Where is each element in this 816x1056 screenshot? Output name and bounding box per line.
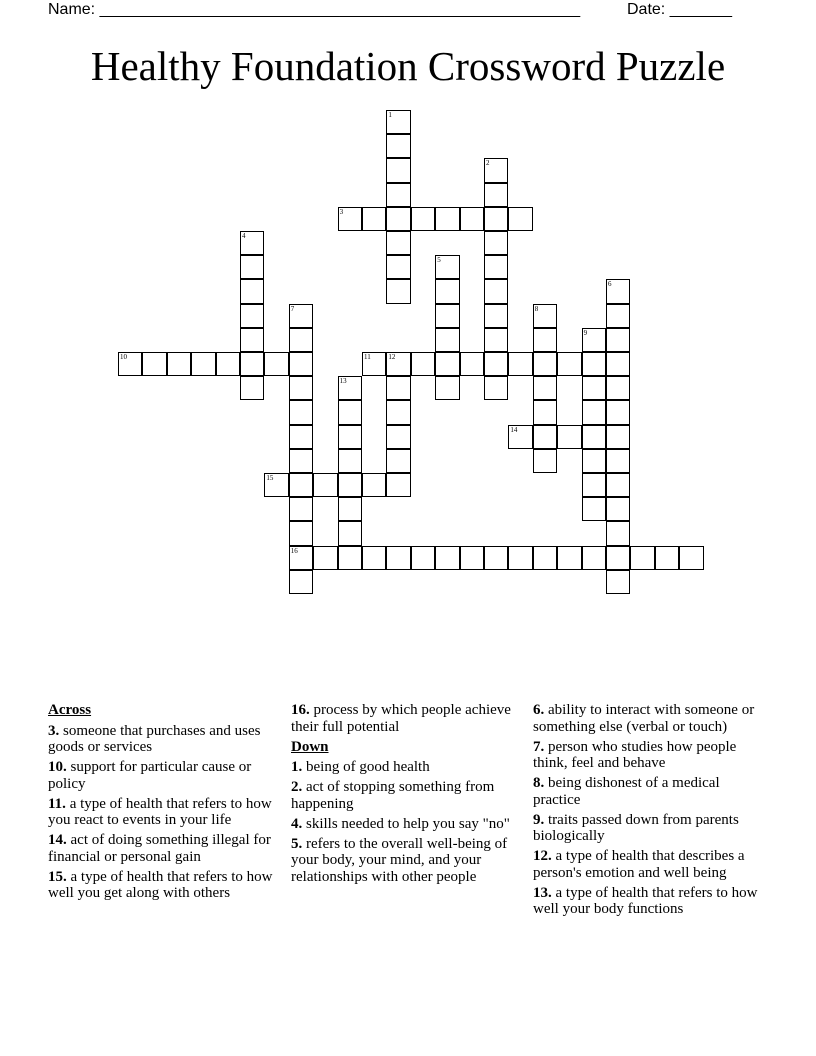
grid-cell[interactable] [313, 473, 337, 497]
grid-cell[interactable] [508, 207, 532, 231]
grid-cell[interactable] [338, 521, 362, 545]
grid-cell[interactable] [386, 207, 410, 231]
grid-cell[interactable] [240, 352, 264, 376]
clue-number-label: 7 [290, 304, 295, 313]
grid-cell[interactable] [289, 546, 313, 570]
grid-cell[interactable] [386, 400, 410, 424]
grid-cell[interactable] [386, 425, 410, 449]
grid-cell[interactable] [435, 328, 459, 352]
grid-cell[interactable] [386, 158, 410, 182]
grid-cell[interactable] [411, 352, 435, 376]
grid-cell[interactable] [338, 207, 362, 231]
clue-number-label: 1 [388, 111, 392, 119]
grid-cell[interactable] [118, 352, 142, 376]
clue-number-label: 8 [534, 304, 539, 313]
grid-cell[interactable] [289, 376, 313, 400]
across-clue-15: 15. a type of health that refers to how well you get along with others [48, 868, 273, 901]
down-clue-7: 7. person who studies how people think, feel and behave [533, 738, 737, 771]
grid-cell[interactable] [167, 352, 191, 376]
grid-cell[interactable] [533, 449, 557, 473]
grid-cell[interactable] [289, 425, 313, 449]
grid-cell[interactable] [533, 352, 557, 376]
grid-cell[interactable] [240, 279, 264, 303]
grid-cell[interactable] [289, 497, 313, 521]
grid-cell[interactable] [582, 352, 606, 376]
grid-cell[interactable] [411, 546, 435, 570]
grid-cell[interactable] [386, 546, 410, 570]
clue-number-label: 6 [608, 280, 612, 289]
grid-cell[interactable] [264, 473, 288, 497]
clue-number-label: 2 [486, 159, 490, 168]
date-field-label: Date: _______ [627, 1, 732, 18]
grid-cell[interactable] [435, 304, 459, 328]
grid-cell[interactable] [655, 546, 679, 570]
clue-number-label: 5 [437, 256, 441, 265]
grid-cell[interactable] [606, 546, 630, 570]
down-clue-6: 6. ability to interact with someone or something else (verbal or touch) [533, 702, 755, 735]
grid-cell[interactable] [240, 376, 264, 400]
grid-cell[interactable] [582, 473, 606, 497]
grid-cell[interactable] [533, 304, 557, 328]
clue-number-label: 15 [266, 474, 274, 482]
grid-cell[interactable] [582, 425, 606, 449]
grid-cell[interactable] [435, 376, 459, 400]
grid-cell[interactable] [484, 279, 508, 303]
grid-cell[interactable] [533, 546, 557, 570]
clues-column-1 [48, 702, 283, 905]
grid-cell[interactable] [508, 352, 532, 376]
grid-cell[interactable] [606, 425, 630, 449]
grid-cell[interactable] [289, 473, 313, 497]
grid-cell[interactable] [362, 207, 386, 231]
grid-cell[interactable] [386, 134, 410, 158]
grid-cell[interactable] [240, 231, 264, 255]
grid-cell[interactable] [411, 207, 435, 231]
grid-cell[interactable] [484, 352, 508, 376]
grid-cell[interactable] [386, 183, 410, 207]
across-clue-11: 11. a type of health that refers to how you react to events in your life [48, 795, 272, 828]
grid-cell[interactable] [338, 400, 362, 424]
down-clue-2: 2. act of stopping something from happening [291, 779, 495, 812]
grid-cell[interactable] [606, 328, 630, 352]
name-field-label: Name: ______________________________________________________ [48, 1, 581, 18]
grid-cell[interactable] [313, 546, 337, 570]
grid-cell[interactable] [606, 570, 630, 594]
clue-number-label: 11 [364, 353, 371, 361]
grid-cell[interactable] [582, 546, 606, 570]
grid-cell[interactable] [484, 183, 508, 207]
grid-cell[interactable] [338, 376, 362, 400]
clue-number-label: 16 [290, 546, 298, 555]
grid-cell[interactable] [606, 473, 630, 497]
grid-cell[interactable] [557, 425, 581, 449]
grid-cell[interactable] [362, 352, 386, 376]
grid-cell[interactable] [484, 207, 508, 231]
down-clue-4: 4. skills needed to help you say "no" [291, 815, 510, 832]
grid-cell[interactable] [386, 110, 410, 134]
grid-cell[interactable] [386, 231, 410, 255]
across-clue-16: 16. process by which people achieve their full potential [291, 702, 511, 735]
grid-cell[interactable] [338, 497, 362, 521]
grid-cell[interactable] [606, 304, 630, 328]
grid-cell[interactable] [484, 546, 508, 570]
across-clue-10: 10. support for particular cause or policy [48, 759, 252, 792]
grid-cell[interactable] [289, 352, 313, 376]
grid-cell[interactable] [606, 400, 630, 424]
grid-cell[interactable] [582, 400, 606, 424]
clue-number-label: 4 [242, 232, 246, 240]
across-clue-3: 3. someone that purchases and uses goods or services [48, 722, 261, 755]
grid-cell[interactable] [386, 352, 410, 376]
grid-cell[interactable] [386, 449, 410, 473]
grid-cell[interactable] [484, 231, 508, 255]
grid-cell[interactable] [606, 521, 630, 545]
down-clue-8: 8. being dishonest of a medical practice [533, 775, 720, 808]
grid-cell[interactable] [386, 473, 410, 497]
grid-cell[interactable] [240, 255, 264, 279]
grid-cell[interactable] [679, 546, 703, 570]
grid-cell[interactable] [289, 304, 313, 328]
grid-cell[interactable] [606, 376, 630, 400]
clue-number-label: 9 [583, 328, 588, 337]
clue-number-label: 14 [510, 425, 518, 434]
clues-column-2 [291, 702, 523, 889]
down-clue-1: 1. being of good health [291, 759, 430, 775]
down-clue-9: 9. traits passed down from parents biologically [533, 811, 739, 844]
grid-cell[interactable] [606, 279, 630, 303]
grid-cell[interactable] [484, 376, 508, 400]
grid-cell[interactable] [460, 207, 484, 231]
grid-cell[interactable] [606, 449, 630, 473]
grid-cell[interactable] [582, 497, 606, 521]
grid-cell[interactable] [386, 255, 410, 279]
down-clue-13: 13. a type of health that refers to how well your body functions [533, 884, 758, 917]
grid-cell[interactable] [362, 473, 386, 497]
grid-cell[interactable] [557, 352, 581, 376]
grid-cell[interactable] [289, 449, 313, 473]
grid-cell[interactable] [264, 352, 288, 376]
grid-cell[interactable] [240, 328, 264, 352]
clue-number-label: 3 [339, 207, 344, 216]
grid-cell[interactable] [191, 352, 215, 376]
grid-cell[interactable] [484, 304, 508, 328]
clue-number-label: 13 [339, 377, 347, 386]
grid-cell[interactable] [484, 158, 508, 182]
grid-cell[interactable] [435, 546, 459, 570]
grid-cell[interactable] [289, 570, 313, 594]
grid-cell[interactable] [460, 546, 484, 570]
grid-cell[interactable] [362, 546, 386, 570]
grid-cell[interactable] [508, 425, 532, 449]
grid-cell[interactable] [142, 352, 166, 376]
grid-cell[interactable] [533, 328, 557, 352]
grid-cell[interactable] [435, 255, 459, 279]
grid-cell[interactable] [435, 207, 459, 231]
grid-cell[interactable] [484, 255, 508, 279]
grid-cell[interactable] [533, 400, 557, 424]
down-clue-5: 5. refers to the overall well-being of your body, your mind, and your relationships with other people [291, 835, 508, 885]
grid-cell[interactable] [289, 521, 313, 545]
grid-cell[interactable] [338, 449, 362, 473]
grid-cell[interactable] [338, 473, 362, 497]
clue-number-label: 10 [120, 353, 127, 361]
grid-cell[interactable] [533, 425, 557, 449]
grid-cell[interactable] [582, 376, 606, 400]
grid-cell[interactable] [606, 352, 630, 376]
grid-cell[interactable] [289, 400, 313, 424]
grid-cell[interactable] [557, 546, 581, 570]
page-title: Healthy Foundation Crossword Puzzle [90, 43, 726, 89]
down-clue-12: 12. a type of health that describes a person's emotion and well being [533, 848, 745, 881]
grid-cell[interactable] [508, 546, 532, 570]
grid-cell[interactable] [582, 449, 606, 473]
grid-cell[interactable] [338, 546, 362, 570]
grid-cell[interactable] [240, 304, 264, 328]
grid-cell[interactable] [606, 497, 630, 521]
grid-cell[interactable] [386, 279, 410, 303]
grid-cell[interactable] [533, 376, 557, 400]
grid-cell[interactable] [630, 546, 654, 570]
grid-cell[interactable] [484, 328, 508, 352]
grid-cell[interactable] [338, 425, 362, 449]
across-heading: Across [48, 702, 92, 718]
clues-column-3 [533, 702, 768, 921]
clue-number-label: 12 [388, 353, 396, 361]
grid-cell[interactable] [435, 352, 459, 376]
grid-cell[interactable] [289, 328, 313, 352]
grid-cell[interactable] [216, 352, 240, 376]
grid-cell[interactable] [582, 328, 606, 352]
across-clue-14: 14. act of doing something illegal for financial or personal gain [48, 832, 271, 865]
grid-cell[interactable] [460, 352, 484, 376]
down-heading: Down [291, 738, 329, 755]
grid-cell[interactable] [386, 376, 410, 400]
grid-cell[interactable] [435, 279, 459, 303]
